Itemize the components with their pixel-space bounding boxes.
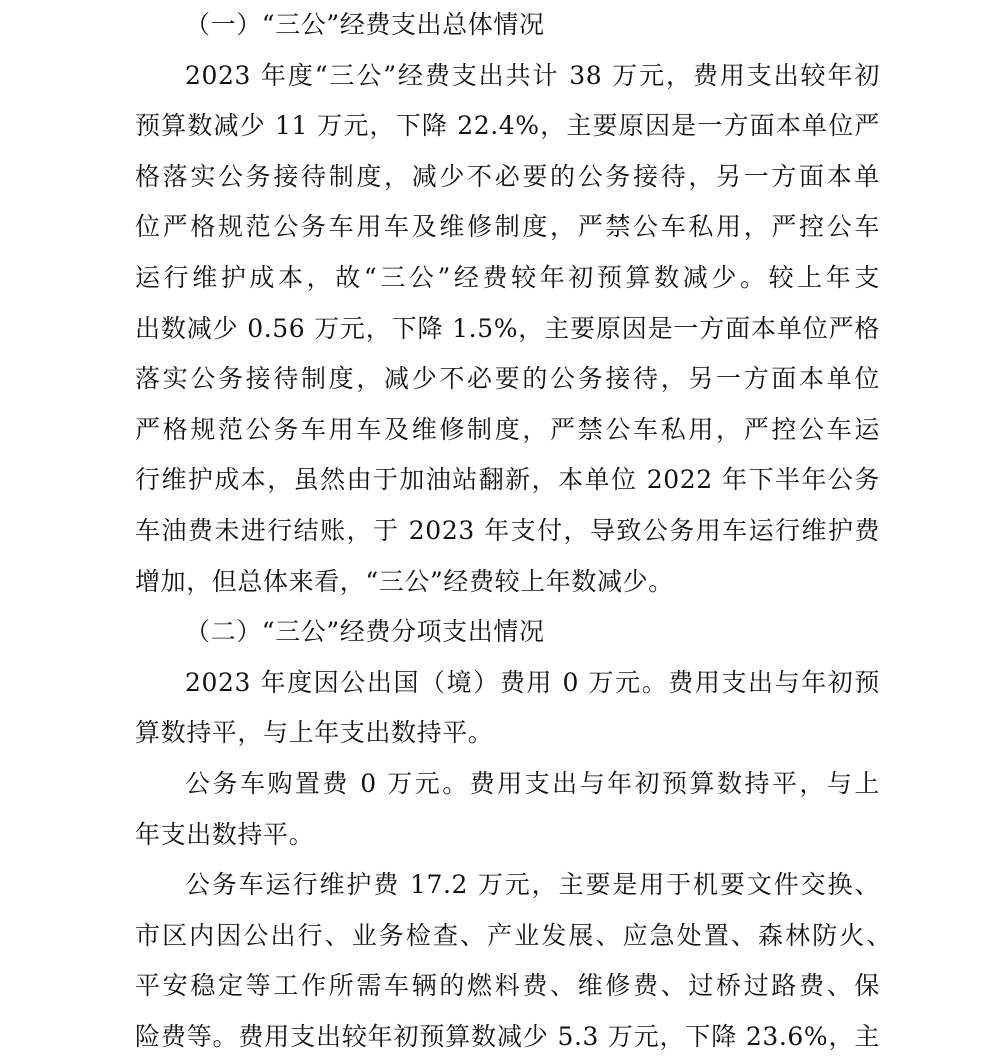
text-line: 预算数减少 11 万元，下降 22.4%，主要原因是一方面本单位严 <box>135 111 880 141</box>
text-line: 2023 年度“三公”经费支出共计 38 万元，费用支出较年初 <box>185 60 880 90</box>
paragraph-overall <box>135 51 880 608</box>
paragraph-overseas <box>135 658 880 759</box>
text-line: 行维护成本，虽然由于加油站翻新，本单位 2022 年下半年公务 <box>135 465 880 495</box>
text-line: 公务车运行维护费 17.2 万元，主要是用于机要文件交换、 <box>185 870 880 900</box>
text-line: 车油费未进行结账，于 2023 年支付，导致公务用车运行维护费 <box>135 515 880 545</box>
text-line: 运行维护成本，故“三公”经费较年初预算数减少。较上年支 <box>135 262 880 292</box>
text-line: 严格规范公务车用车及维修制度，严禁公车私用，严控公车运 <box>135 414 880 444</box>
text-line: 落实公务接待制度，减少不必要的公务接待，另一方面本单位 <box>135 364 880 394</box>
text-line: 出数减少 0.56 万元，下降 1.5%，主要原因是一方面本单位严格 <box>135 313 880 343</box>
text-line: 平安稳定等工作所需车辆的燃料费、维修费、过桥过路费、保 <box>135 971 880 1001</box>
text-line: 格落实公务接待制度，减少不必要的公务接待，另一方面本单 <box>135 161 880 191</box>
section-heading-itemized: （二）“三公”经费分项支出情况 <box>185 617 545 647</box>
text-line: 年支出数持平。 <box>135 819 315 849</box>
document-body <box>135 0 892 1062</box>
text-line: 险费等。费用支出较年初预算数减少 5.3 万元，下降 23.6%，主 <box>135 1021 880 1051</box>
text-line: 2023 年度因公出国（境）费用 0 万元。费用支出与年初预 <box>185 667 880 697</box>
paragraph-vehicle-purchase <box>135 759 880 860</box>
section-heading-overall: （一）“三公”经费支出总体情况 <box>185 10 545 39</box>
text-line: 市区内因公出行、业务检查、产业发展、应急处置、森林防火、 <box>135 920 892 950</box>
text-line: 增加，但总体来看，“三公”经费较上年数减少。 <box>135 566 674 596</box>
text-line: 公务车购置费 0 万元。费用支出与年初预算数持平，与上 <box>185 768 880 798</box>
paragraph-vehicle-operation <box>135 860 892 1062</box>
text-line: 算数持平，与上年支出数持平。 <box>135 718 494 748</box>
text-line: 位严格规范公务车用车及维修制度，严禁公车私用，严控公车 <box>135 212 880 242</box>
